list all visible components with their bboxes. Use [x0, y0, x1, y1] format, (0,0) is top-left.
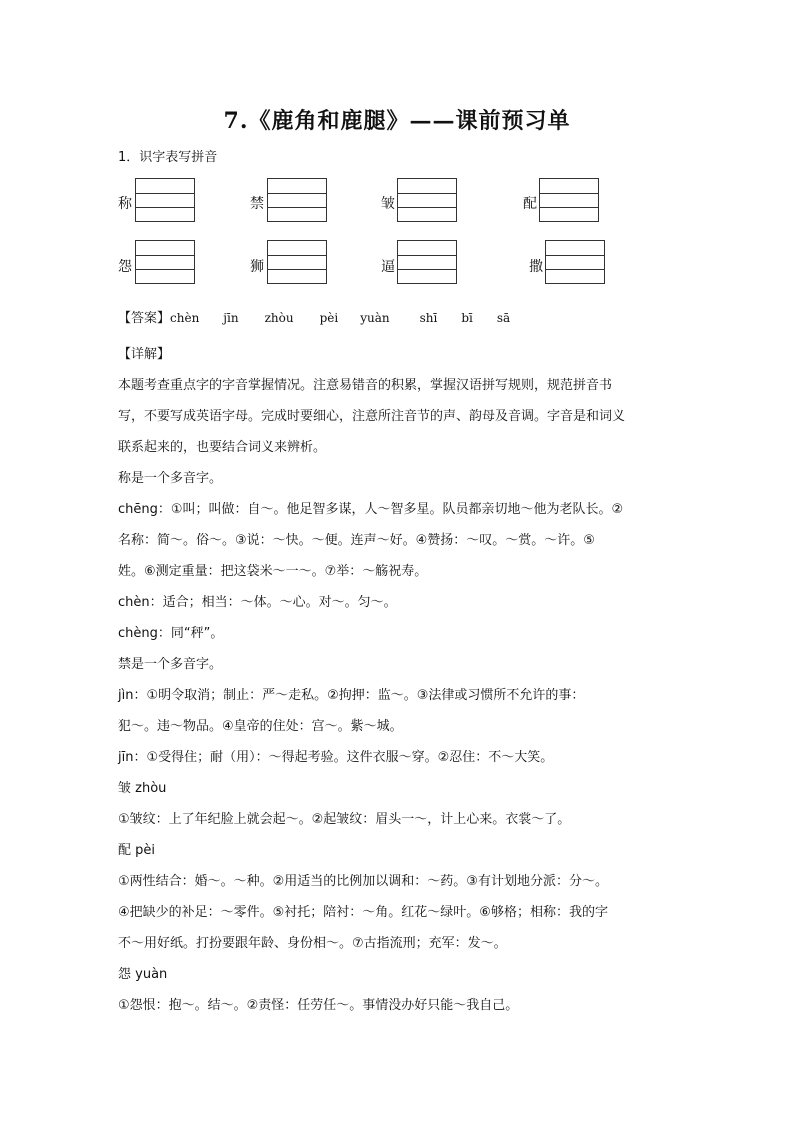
text-line: chēng：①叫；叫做：自～。他足智多谋，人～智多星。队员都亲切地～他为老队长。②	[118, 502, 624, 517]
answer-pinyin: shī	[419, 311, 438, 325]
pinyin-box[interactable]	[539, 178, 599, 222]
text-line: chèn：适合；相当：～体。～心。对～。匀～。	[118, 595, 397, 610]
text-line: 写，不要写成英语字母。完成时要细心，注意所注音节的声、韵母及音调。字音是和词义	[118, 409, 626, 424]
char-jin: 禁	[250, 196, 264, 212]
char-chen: 称	[118, 196, 132, 212]
answer-pinyin: pèi	[319, 311, 339, 325]
char-zhou: 皱	[381, 196, 395, 212]
answer-pinyin: sā	[496, 311, 511, 325]
text-line: 不～用好纸。打扮要跟年龄、身份相～。⑦古指流刑；充军：发～。	[118, 936, 507, 951]
char-bi: 逼	[381, 259, 395, 275]
answer-pinyin: zhòu	[264, 311, 294, 325]
text-line: ④把缺少的补足：～零件。⑤衬托；陪衬：～角。红花～绿叶。⑥够格；相称：我的字	[118, 905, 608, 920]
pinyin-box[interactable]	[267, 240, 327, 284]
text-line: jìn：①明令取消；制止：严～走私。②拘押：监～。③法律或习惯所不允许的事：	[118, 688, 585, 703]
char-sa: 撒	[529, 259, 543, 275]
page-title: 7.《鹿角和鹿腿》——课前预习单	[223, 108, 571, 134]
text-line: 皱 zhòu	[118, 781, 167, 796]
text-line: chèng：同“秤”。	[118, 626, 224, 641]
answer-pinyin: bī	[461, 311, 473, 325]
answer-label: 【答案】	[118, 311, 171, 326]
question-heading: 1．识字表写拼音	[118, 150, 218, 165]
answer-pinyin: chèn	[170, 311, 200, 325]
text-line: 犯～。违～物品。④皇帝的住处：宫～。紫～城。	[118, 719, 403, 734]
answer-pinyin: yuàn	[360, 311, 390, 325]
text-line: ①皱纹：上了年纪脸上就会起～。②起皱纹：眉头一～，计上心来。衣裳～了。	[118, 812, 571, 827]
text-line: 怨 yuàn	[118, 967, 168, 982]
pinyin-box[interactable]	[135, 178, 195, 222]
text-line: 本题考查重点字的字音掌握情况。注意易错音的积累，掌握汉语拼写规则，规范拼音书	[118, 378, 613, 393]
text-line: 名称：简～。俗～。③说：～快。～便。连声～好。④赞扬：～叹。～赏。～许。⑤	[118, 533, 595, 548]
pinyin-box[interactable]	[545, 240, 605, 284]
answer-line	[118, 307, 510, 326]
char-yuan: 怨	[118, 259, 132, 275]
text-line: ①怨恨：抱～。结～。②责怪：任劳任～。事情没办好只能～我自己。	[118, 998, 519, 1013]
pinyin-box[interactable]	[267, 178, 327, 222]
answer-pinyin: jīn	[223, 311, 239, 325]
text-line: ①两性结合：婚～。～种。②用适当的比例加以调和：～药。③有计划地分派：分～。	[118, 874, 608, 889]
explanation-text	[118, 370, 678, 1021]
text-line: 称是一个多音字。	[118, 471, 223, 486]
char-shi: 狮	[250, 259, 264, 275]
text-line: 配 pèi	[118, 843, 155, 858]
char-pei: 配	[523, 196, 537, 212]
text-line: 禁是一个多音字。	[118, 657, 223, 672]
pinyin-box[interactable]	[397, 240, 457, 284]
text-line: jīn：①受得住；耐（用）：～得起考验。这件衣服～穿。②忍住：不～大笑。	[118, 750, 554, 765]
text-line: 姓。⑥测定重量：把这袋米～一～。⑦举：～觞祝寿。	[118, 564, 428, 579]
pinyin-box[interactable]	[397, 178, 457, 222]
detail-label: 【详解】	[118, 347, 171, 362]
text-line: 联系起来的，也要结合词义来辨析。	[118, 440, 327, 455]
pinyin-box[interactable]	[135, 240, 195, 284]
